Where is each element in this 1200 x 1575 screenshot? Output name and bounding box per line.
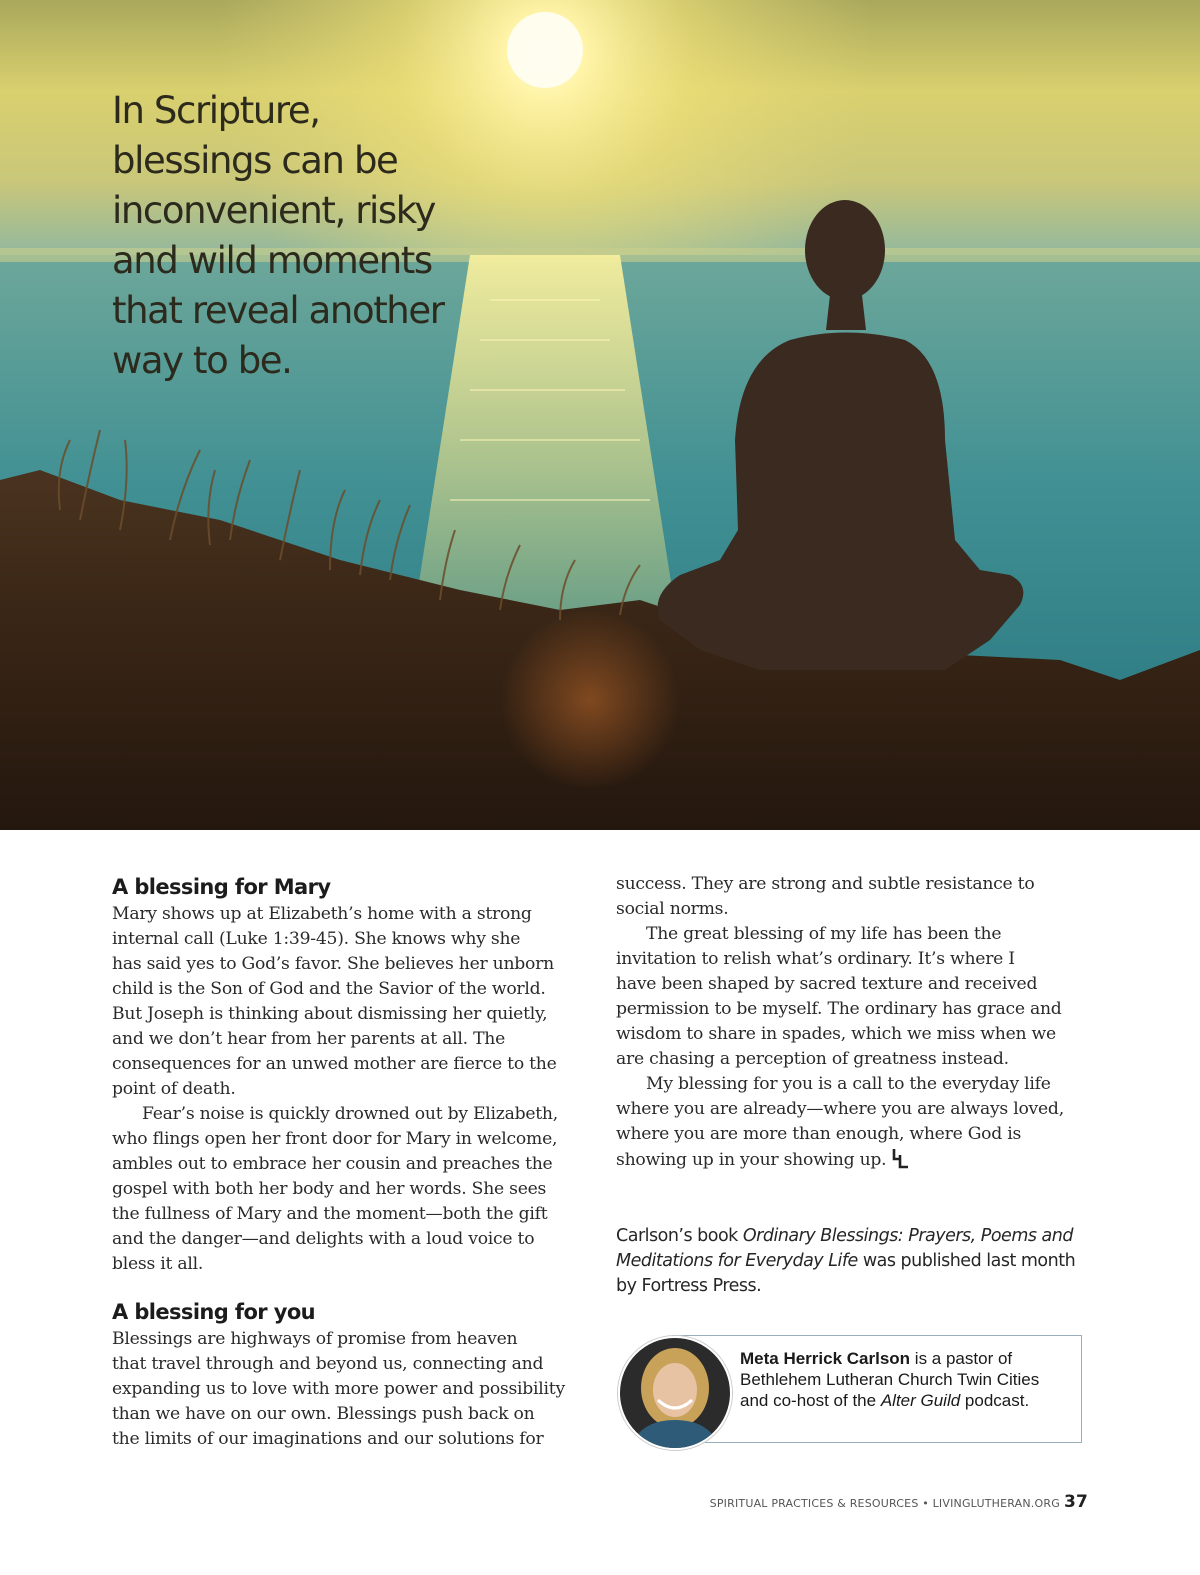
paragraph-you-4 xyxy=(616,1072,1086,1173)
podcast-name: Alter Guild xyxy=(880,1391,961,1410)
paragraph-mary-2: Fear’s noise is quickly drowned out by Elizabeth, who flings open her front door for Mary in welcome, ambles out to embrace her cousin and preaches the gospel with both her body and her words. She sees the fullness of Mary and the moment—both the gift and the danger—and delights with a loud voice to bless it all. xyxy=(112,1104,558,1274)
closing-text: My blessing for you is a call to the everyday life where you are already—where you are always loved, where you are more than enough, where God is showing up in your showing up. xyxy=(616,1074,1064,1170)
author-photo xyxy=(618,1336,732,1450)
paragraph-you-3: The great blessing of my life has been the invitation to relish what’s ordinary. It’s where I have been shaped by sacred texture and received permission to be myself. The ordinary has grace and wisdom to share in spades, which we miss when we are chasing a perception of greatness instead. xyxy=(616,924,1062,1069)
paragraph-mary-1: Mary shows up at Elizabeth’s home with a strong internal call (Luke 1:39-45). She knows why she has said yes to God’s favor. She believes her unborn child is the Son of God and the Savior of the world. But Joseph is thinking about dismissing her quietly, and we don’t hear from her parents at all. The consequences for an unwed mother are fierce to the point of death. xyxy=(112,904,557,1099)
heading-blessing-for-you: A blessing for you xyxy=(112,1300,316,1324)
author-bio-end: podcast. xyxy=(960,1391,1030,1410)
paragraph-you-2: success. They are strong and subtle resistance to social norms. xyxy=(616,874,1035,919)
book-note-tail: was published last month by Fortress Press. xyxy=(616,1251,1076,1296)
pull-quote: In Scripture, blessings can be inconvenient, risky and wild moments that reveal another way to be. xyxy=(112,89,444,382)
footer-section: SPIRITUAL PRACTICES & RESOURCES • LIVINGLUTHERAN.ORG xyxy=(709,1497,1060,1510)
paragraph-you-1: Blessings are highways of promise from heaven that travel through and beyond us, connecting and expanding us to love with more power and possibility than we have on our own. Blessings push back on the limits of our imaginations and our solutions for xyxy=(112,1329,565,1449)
page-number: 37 xyxy=(1063,1492,1088,1512)
page-footer xyxy=(710,1492,1088,1512)
book-note-lead: Carlson’s book xyxy=(616,1226,743,1246)
author-name: Meta Herrick Carlson xyxy=(740,1349,911,1368)
book-note xyxy=(616,1224,1096,1299)
author-bio xyxy=(740,1348,1070,1411)
right-column xyxy=(616,872,1086,1173)
living-lutheran-end-mark-icon xyxy=(892,1147,910,1169)
left-column xyxy=(112,872,582,1452)
author-portrait-illustration xyxy=(620,1338,730,1448)
book-title: Ordinary Blessings: Prayers, Poems and Meditations for Everyday Life xyxy=(616,1226,1073,1271)
heading-blessing-for-mary: A blessing for Mary xyxy=(112,875,331,899)
author-bio-text: is a pastor of Bethlehem Lutheran Church Twin Cities and co-host of the xyxy=(740,1349,1040,1410)
